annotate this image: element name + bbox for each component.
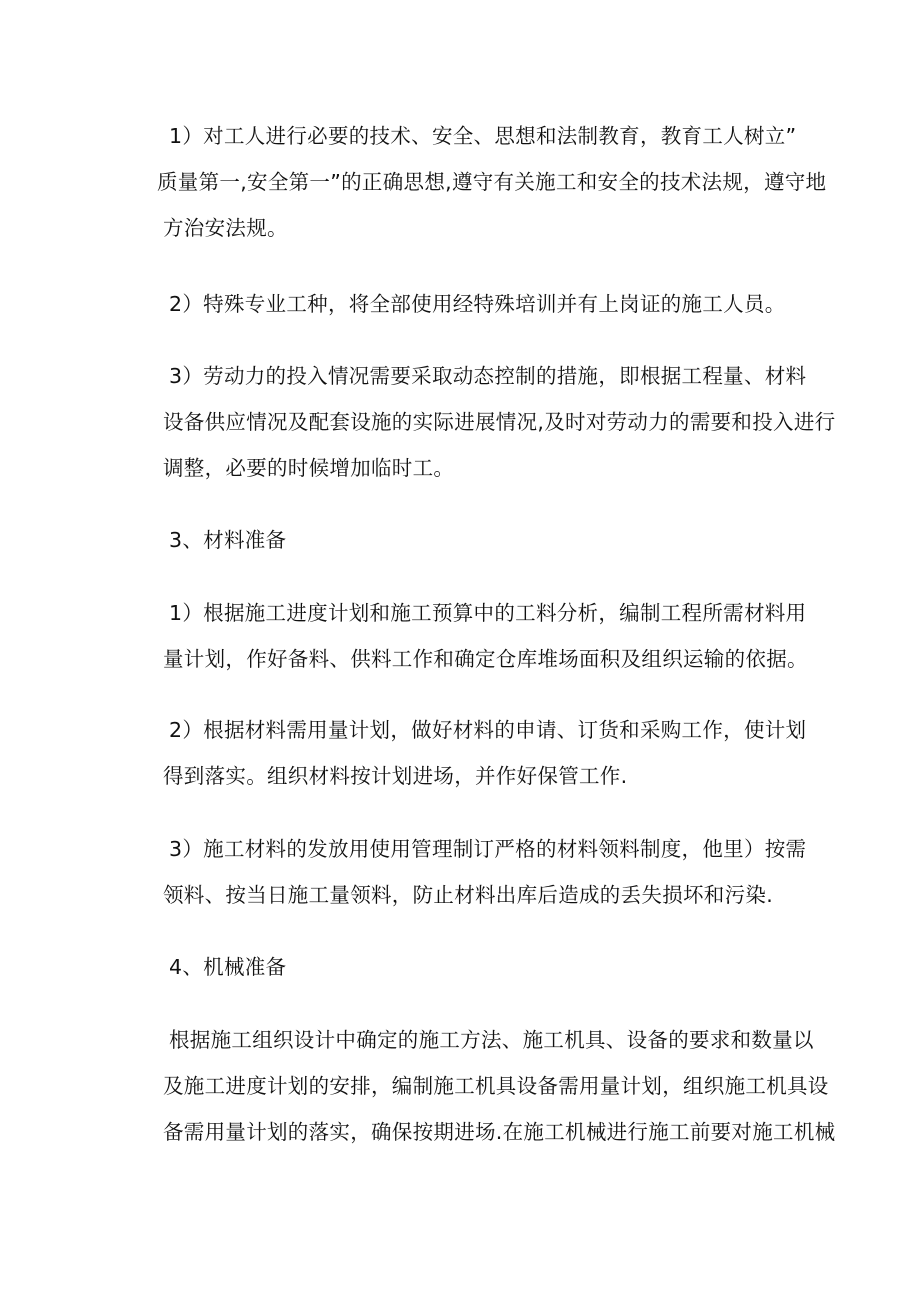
- paragraph-worker-education: [157, 113, 827, 251]
- heading-text: 3、材料准备: [169, 528, 287, 552]
- text-line: 根据施工组织设计中确定的施工方法、施工机具、设备的要求和数量以: [169, 1028, 814, 1052]
- paragraph-material-purchase: [163, 707, 807, 799]
- text-line: 3）劳动力的投入情况需要采取动态控制的措施，即根据工程量、材料: [169, 364, 807, 388]
- heading-text: 4、机械准备: [169, 955, 287, 979]
- text-line: 及施工进度计划的安排，编制施工机具设备需用量计划，组织施工机具设: [163, 1074, 829, 1098]
- paragraph-material-plan: [163, 590, 808, 682]
- section-heading-machinery: [163, 944, 795, 990]
- text-line: 2）根据材料需用量计划，做好材料的申请、订货和采购工作，使计划: [169, 718, 807, 742]
- text-line: 领料、按当日施工量领料，防止材料出库后造成的丢失损坏和污染.: [163, 883, 774, 907]
- text-line: 2）特殊专业工种，将全部使用经特殊培训并有上岗证的施工人员。: [169, 292, 786, 316]
- text-line: 设备供应情况及配套设施的实际进展情况,及时对劳动力的需要和投入进行: [163, 410, 836, 434]
- text-line: 1）对工人进行必要的技术、安全、思想和法制教育，教育工人树立”: [169, 124, 797, 148]
- text-line: 得到落实。组织材料按计划进场，并作好保管工作.: [163, 764, 628, 788]
- text-line: 质量第一,安全第一”的正确思想,遵守有关施工和安全的技术法规，遵守地: [157, 170, 827, 194]
- text-line: 备需用量计划的落实，确保按期进场.在施工机械进行施工前要对施工机械: [163, 1120, 836, 1144]
- paragraph-special-workers: [163, 281, 795, 327]
- paragraph-machinery-plan: [163, 1017, 836, 1155]
- text-line: 3）施工材料的发放用使用管理制订严格的材料领料制度，他里）按需: [169, 837, 807, 861]
- paragraph-material-issue: [163, 826, 807, 918]
- section-heading-materials: [163, 517, 795, 563]
- text-line: 方治安法规。: [163, 216, 288, 240]
- text-line: 量计划，作好备料、供料工作和确定仓库堆场面积及组织运输的依据。: [163, 647, 808, 671]
- text-line: 1）根据施工进度计划和施工预算中的工料分析，编制工程所需材料用: [169, 601, 807, 625]
- paragraph-labor-control: [163, 353, 836, 491]
- text-line: 调整，必要的时候增加临时工。: [163, 456, 455, 480]
